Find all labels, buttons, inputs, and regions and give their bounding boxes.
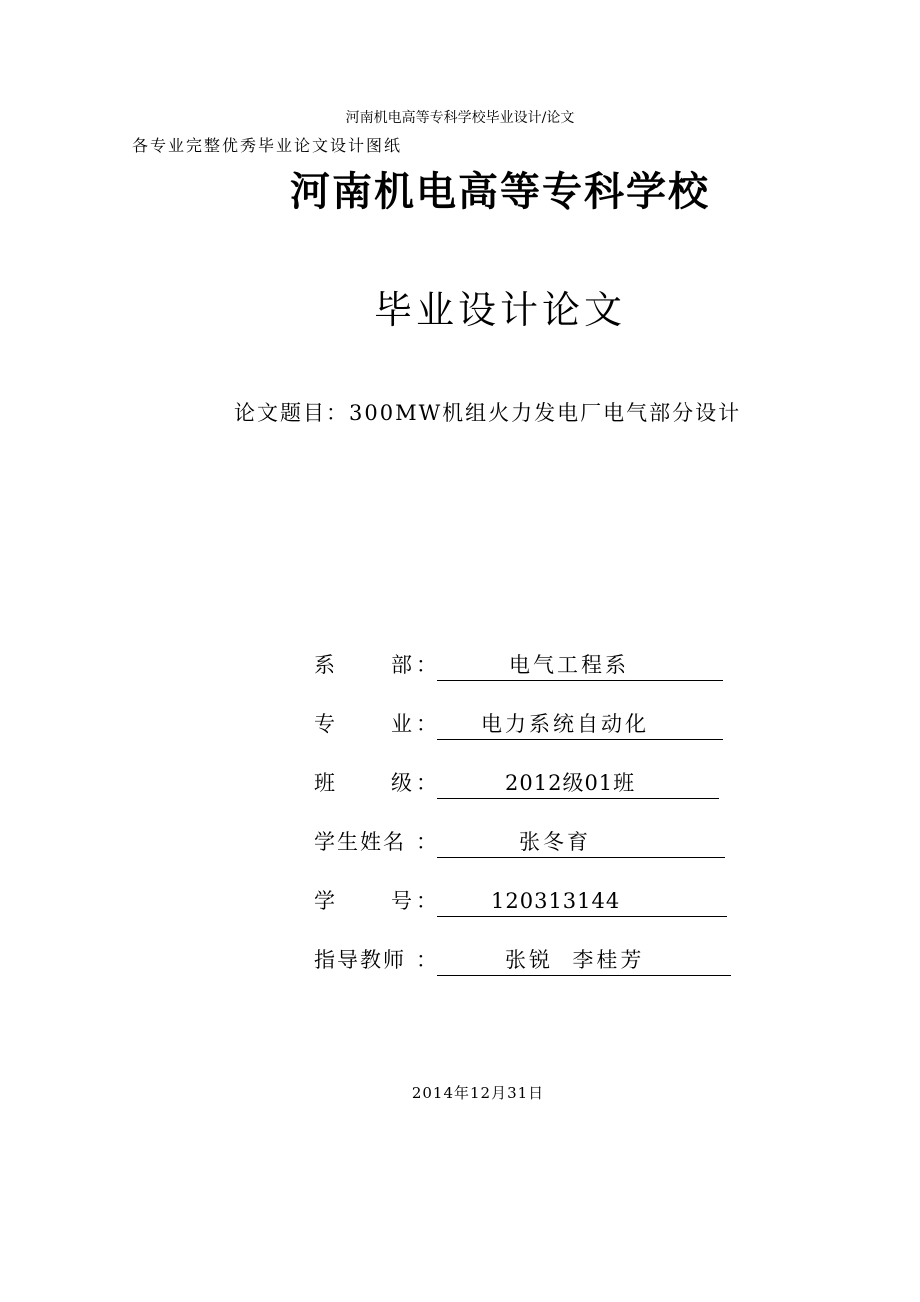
class-label-char-1: 班 (314, 771, 335, 795)
info-row-major (314, 702, 754, 761)
student-name-colon: ： (416, 830, 437, 854)
info-row-student-id (314, 879, 754, 938)
advisor-colon: ： (416, 948, 437, 972)
student-info-block (314, 643, 754, 997)
info-row-department (314, 643, 754, 702)
department-label-char-2: 部 (391, 653, 412, 677)
major-value: 电力系统自动化 (437, 708, 723, 740)
student-id-label (314, 885, 412, 917)
major-label-char-2: 业 (391, 712, 412, 736)
department-colon: ： (416, 653, 437, 677)
student-name-label: 学生姓名 (314, 830, 406, 854)
info-row-advisor (314, 938, 754, 997)
school-name: 河南机电高等专科学校 (290, 169, 710, 215)
department-label (314, 649, 412, 681)
advisor-value: 张锐 李桂芳 (437, 944, 731, 976)
document-type-title: 毕业设计论文 (373, 288, 626, 332)
info-row-class (314, 761, 754, 820)
info-row-student-name (314, 820, 754, 879)
student-id-label-char-2: 号 (391, 889, 412, 913)
advisor-label: 指导教师 (314, 948, 406, 972)
thesis-title: 论文题目：300MW机组火力发电厂电气部分设计 (234, 401, 742, 425)
major-label (314, 708, 412, 740)
class-label (314, 767, 412, 799)
class-label-char-2: 级 (391, 771, 412, 795)
class-value: 2012级01班 (437, 767, 719, 799)
cover-date: 2014年12月31日 (411, 1084, 545, 1102)
student-id-colon: ： (416, 889, 437, 913)
top-note: 各专业完整优秀毕业论文设计图纸 (132, 136, 403, 155)
major-colon: ： (416, 712, 437, 736)
department-value: 电气工程系 (437, 649, 723, 681)
student-id-label-char-1: 学 (314, 889, 335, 913)
department-label-char-1: 系 (314, 653, 335, 677)
major-label-char-1: 专 (314, 712, 335, 736)
student-name-value: 张冬育 (437, 826, 725, 858)
class-colon: ： (416, 771, 437, 795)
running-header: 河南机电高等专科学校毕业设计/论文 (345, 110, 575, 126)
student-id-value: 120313144 (437, 885, 727, 917)
